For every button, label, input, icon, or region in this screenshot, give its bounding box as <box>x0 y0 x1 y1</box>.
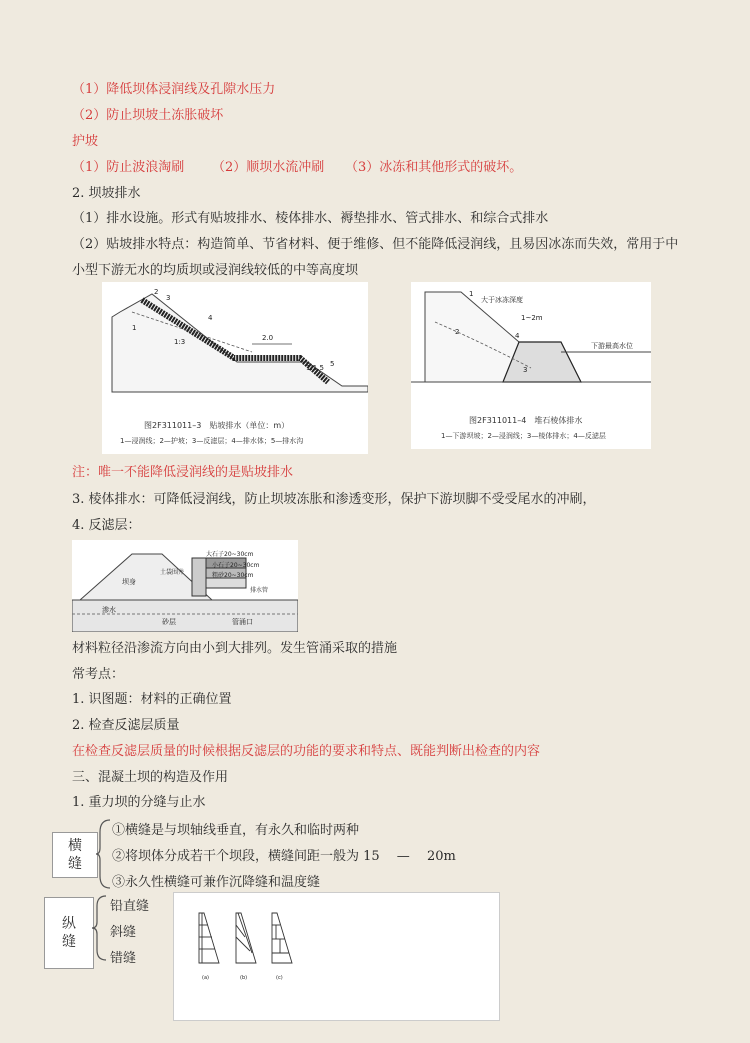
label-drain-pipe: 排水管 <box>250 587 269 594</box>
figure-caption: 图2F311011–3 贴坡排水（单位：m） <box>144 421 290 430</box>
text-line: （1）防止波浪淘刷 <box>72 160 185 175</box>
filter-layer-drawing <box>72 540 298 632</box>
text-line: 在检查反滤层质量的时候根据反滤层的功能的要求和特点、既能判断出检查的内容 <box>72 744 541 759</box>
brace-icon <box>96 818 112 890</box>
label-2: 2 <box>455 328 460 336</box>
label-1: 1 <box>132 324 137 332</box>
text-line: （2）顺坝水流冲刷 <box>212 160 325 175</box>
transverse-joint-item: ②将坝体分成若干个坝段，横缝间距一般为 15 — 20m <box>112 849 456 864</box>
longitudinal-joint-item: 斜缝 <box>110 925 137 940</box>
section-heading: 护坡 <box>72 134 99 149</box>
figure-joint-types <box>173 892 500 1021</box>
figure-legend: 1—浸润线；2—护坡；3—反滤层；4—排水体；5—排水沟 <box>120 437 304 445</box>
slope-drainage-drawing <box>102 282 368 407</box>
label-dam-body: 坝身 <box>122 578 136 586</box>
prism-drainage-drawing <box>411 282 651 407</box>
figure-prism-drainage <box>411 282 651 449</box>
text-line: 2. 检查反滤层质量 <box>72 718 180 733</box>
text-line: （1）降低坝体浸润线及孔隙水压力 <box>72 82 276 97</box>
text-line: （2）贴坡排水特点：构造简单、节省材料、便于维修、但不能降低浸润线，且易因冰冻而失效，常用于中 <box>72 237 679 252</box>
text-line: 常考点： <box>72 667 125 682</box>
section-heading: 1. 重力坝的分缝与止水 <box>72 795 206 810</box>
label-small-gravel: 小石子20~30cm <box>212 562 260 569</box>
label-seepage: 渗水 <box>102 606 116 614</box>
longitudinal-joint-box: 纵 缝 <box>44 897 94 969</box>
text-line: 小型下游无水的均质坝或浸润线较低的中等高度坝 <box>72 263 359 278</box>
longitudinal-joint-item: 铅直缝 <box>110 899 150 914</box>
label-coarse-sand: 粗砂20~30cm <box>212 572 254 579</box>
label-frost-depth: 大于冰冻深度 <box>481 296 523 304</box>
label-piping-outlet: 管涌口 <box>232 618 253 626</box>
label-4: 4 <box>208 314 213 322</box>
label-slope-1-3: 1:3 <box>174 338 186 346</box>
text-line: 3. 棱体排水：可降低浸润线，防止坝坡冻胀和渗透变形，保护下游坝脚不受受尾水的冲刷， <box>72 492 596 507</box>
label-crest-width: 1~2m <box>521 314 543 322</box>
text-line: 材料粒径沿渗流方向由小到大排列。发生管涌采取的措施 <box>72 641 398 656</box>
text-line: 1. 识图题：材料的正确位置 <box>72 692 232 707</box>
figure-caption: 图2F311011–4 堆石棱体排水 <box>469 416 583 425</box>
label-b: (b) <box>240 975 248 981</box>
text-line: （2）防止坝坡土冻胀破坏 <box>72 108 224 123</box>
label-c: (c) <box>276 975 283 981</box>
label-1: 1 <box>469 290 474 298</box>
section-heading: 三、混凝土坝的构造及作用 <box>72 770 229 785</box>
longitudinal-joint-item: 错缝 <box>110 951 137 966</box>
figure-legend: 1—下游坝坡；2—浸润线；3—棱体排水；4—反滤层 <box>441 432 606 440</box>
label-4: 4 <box>515 332 520 340</box>
section-heading: 2. 坝坡排水 <box>72 186 141 201</box>
note-text: 注：唯一不能降低浸润线的是贴坡排水 <box>72 465 294 480</box>
text-line: （3）冰冻和其他形式的破坏。 <box>345 160 523 175</box>
label-sandbag-well: 土袋围井 <box>160 569 185 576</box>
text-line: （1）排水设施。形式有贴坡排水、棱体排水、褥垫排水、管式排水、和综合式排水 <box>72 211 549 226</box>
label-5: 5 <box>330 360 335 368</box>
figure-slope-drainage <box>102 282 368 454</box>
text-line: 4. 反滤层： <box>72 518 141 533</box>
transverse-joint-item: ③永久性横缝可兼作沉降缝和温度缝 <box>112 875 321 890</box>
label-3: 3 <box>523 366 528 374</box>
label-slope-1-1.5: 1:1.5 <box>306 364 324 372</box>
label-tailwater: 下游最高水位 <box>591 342 633 350</box>
label-2: 2 <box>154 288 159 296</box>
label-3: 3 <box>166 294 171 302</box>
label-a: (a) <box>202 975 209 981</box>
label-sand-layer: 砂层 <box>162 618 176 626</box>
joint-types-drawing <box>174 893 499 1020</box>
transverse-joint-box: 横 缝 <box>52 832 98 878</box>
label-large-gravel: 大石子20~30cm <box>206 551 254 558</box>
transverse-joint-item: ①横缝是与坝轴线垂直，有永久和临时两种 <box>112 823 360 838</box>
brace-icon <box>92 894 108 964</box>
label-width: 2.0 <box>262 334 274 342</box>
figure-filter-layer <box>72 540 298 632</box>
